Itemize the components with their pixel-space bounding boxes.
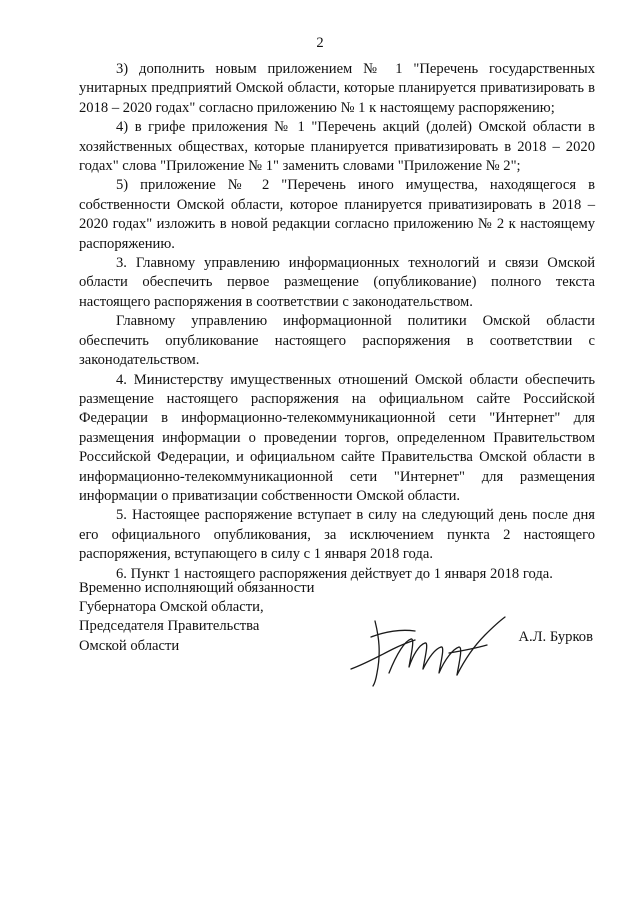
paragraph-section-3: 3. Главному управлению информационных технологий и связи Омской области обеспечить первое размещение (опубликование) полного текста настоящего распоряжения в соответствии с законодательством.: [79, 255, 595, 310]
paragraph-section-6: 6. Пункт 1 настоящего распоряжения действует до 1 января 2018 года.: [116, 565, 553, 582]
signatory-title-line: Временно исполняющий обязанности: [79, 580, 315, 596]
page-number: 2: [316, 35, 324, 51]
paragraph-item-4: 4) в грифе приложения № 1 "Перечень акций (долей) Омской области в хозяйственных обществах, которые планируется приватизировать в 2018 – 2020 годах" слова "Приложение № 1" заменить словами "Приложение № 2";: [79, 119, 595, 175]
document-body: [79, 60, 595, 584]
signature-block: [79, 579, 599, 689]
handwritten-signature: [349, 609, 509, 689]
paragraph-item-5: 5) приложение № 2 "Перечень иного имущества, находящегося в собственности Омской области, которое планируется приватизировать в 2018 – 2020 годах" изложить в новой редакции согласно приложению № 2 к настоящему распоряжению.: [79, 177, 595, 252]
paragraph-section-4: 4. Министерству имущественных отношений Омской области обеспечить размещение настоящего распоряжения на официальном сайте Российской Федерации в информационно-телекоммуникационной сети "Интернет" для размещения информации о проведении торгов, определенном Правительством Российской Федерации, и официальном сайте Правительства Омской области в информационно-телекоммуникационной сети "Интернет" для размещения информации о приватизации собственности Омской области.: [79, 371, 595, 504]
signatory-title-line: Губернатора Омской области,: [79, 599, 264, 616]
signatory-title: [79, 579, 314, 656]
paragraph-section-3-continued: Главному управлению информационной политики Омской области обеспечить опубликование настоящего распоряжения в соответствии с законодательством.: [79, 313, 595, 369]
paragraph-section-5: 5. Настоящее распоряжение вступает в силу на следующий день после дня его официального опубликования, за исключением пункта 2 настоящего распоряжения, вступающего в силу с 1 января 2018 года.: [79, 507, 595, 563]
signatory-title-line: Омской области: [79, 637, 180, 654]
paragraph-item-3: 3) дополнить новым приложением № 1 "Перечень государственных унитарных предприятий Омской области, которые планируется приватизировать в 2018 – 2020 годах" согласно приложению № 1 к настоящему распоряжению;: [79, 61, 595, 116]
signer-name: А.Л. Бурков: [518, 629, 593, 645]
signatory-title-line: Председателя Правительства: [79, 618, 260, 635]
